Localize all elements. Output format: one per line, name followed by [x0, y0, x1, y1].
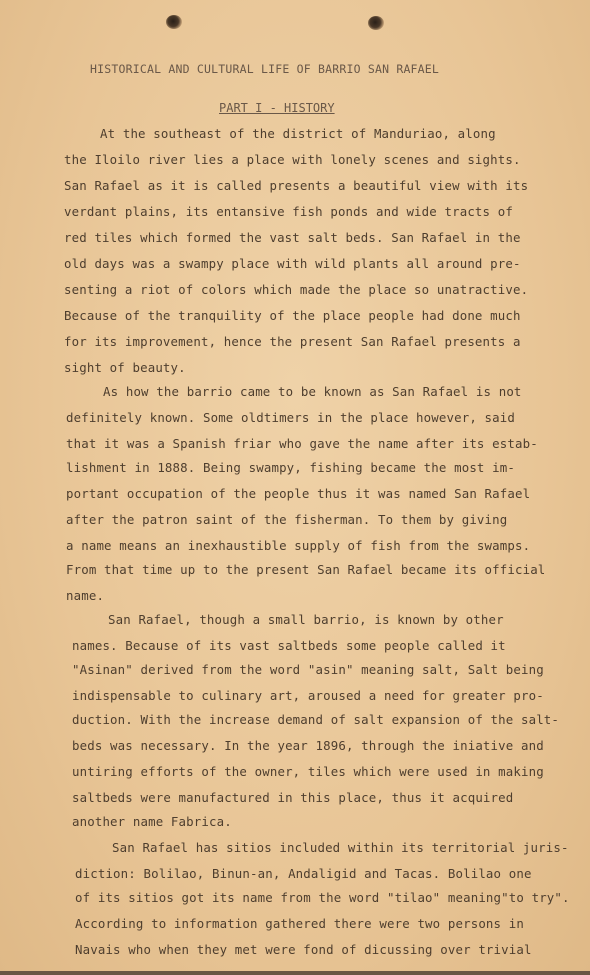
page-bottom-edge — [0, 971, 590, 975]
text-line: that it was a Spanish friar who gave the name after its estab- — [66, 436, 538, 451]
text-line: verdant plains, its entansive fish ponds and wide tracts of — [64, 204, 513, 219]
document-title: HISTORICAL AND CULTURAL LIFE OF BARRIO SAN RAFAEL — [90, 62, 440, 76]
text-line: As how the barrio came to be known as San Rafael is not — [103, 384, 522, 399]
text-line: untiring efforts of the owner, tiles which were used in making — [72, 764, 544, 779]
text-line: San Rafael, though a small barrio, is known by other — [108, 612, 504, 627]
text-line: sight of beauty. — [64, 360, 186, 375]
text-line: names. Because of its vast saltbeds some people called it — [72, 638, 506, 653]
text-line: lishment in 1888. Being swampy, fishing became the most im- — [66, 460, 515, 475]
text-line: senting a riot of colors which made the place so unatractive. — [64, 282, 529, 297]
text-line: of its sitios got its name from the word "tilao" meaning"to try". — [75, 890, 570, 905]
punch-hole-right — [368, 16, 384, 30]
text-line: Navais who when they met were fond of dicussing over trivial — [75, 942, 532, 957]
text-line: From that time up to the present San Rafael became its official — [66, 562, 546, 577]
text-line: red tiles which formed the vast salt beds. San Rafael in the — [64, 230, 521, 245]
text-line: San Rafael as it is called presents a beautiful view with its — [64, 178, 529, 193]
text-line: another name Fabrica. — [72, 814, 232, 829]
text-line: portant occupation of the people thus it was named San Rafael — [66, 486, 531, 501]
text-line: beds was necessary. In the year 1896, through the iniative and — [72, 738, 544, 753]
text-line: Because of the tranquility of the place people had done much — [64, 308, 521, 323]
text-line: after the patron saint of the fisherman. To them by giving — [66, 512, 508, 527]
text-line: saltbeds were manufactured in this place, thus it acquired — [72, 790, 514, 805]
text-line: "Asinan" derived from the word "asin" meaning salt, Salt being — [72, 662, 544, 677]
text-line: name. — [66, 588, 105, 603]
text-line: the Iloilo river lies a place with lonely scenes and sights. — [64, 152, 521, 167]
text-line: old days was a swampy place with wild plants all around pre- — [64, 256, 521, 271]
text-line: According to information gathered there were two persons in — [75, 916, 524, 931]
text-line: San Rafael has sitios included within its territorial juris- — [112, 840, 569, 855]
punch-hole-left — [166, 15, 182, 29]
section-heading: PART I - HISTORY — [219, 101, 335, 115]
text-line: definitely known. Some oldtimers in the place however, said — [66, 410, 515, 425]
text-line: indispensable to culinary art, aroused a need for greater pro- — [72, 688, 544, 703]
text-line: duction. With the increase demand of salt expansion of the salt- — [72, 712, 560, 727]
text-line: for its improvement, hence the present San Rafael presents a — [64, 334, 521, 349]
text-line: a name means an inexhaustible supply of fish from the swamps. — [66, 538, 531, 553]
text-line: At the southeast of the district of Manduriao, along — [100, 126, 496, 141]
text-line: diction: Bolilao, Binun-an, Andaligid and Tacas. Bolilao one — [75, 866, 532, 881]
